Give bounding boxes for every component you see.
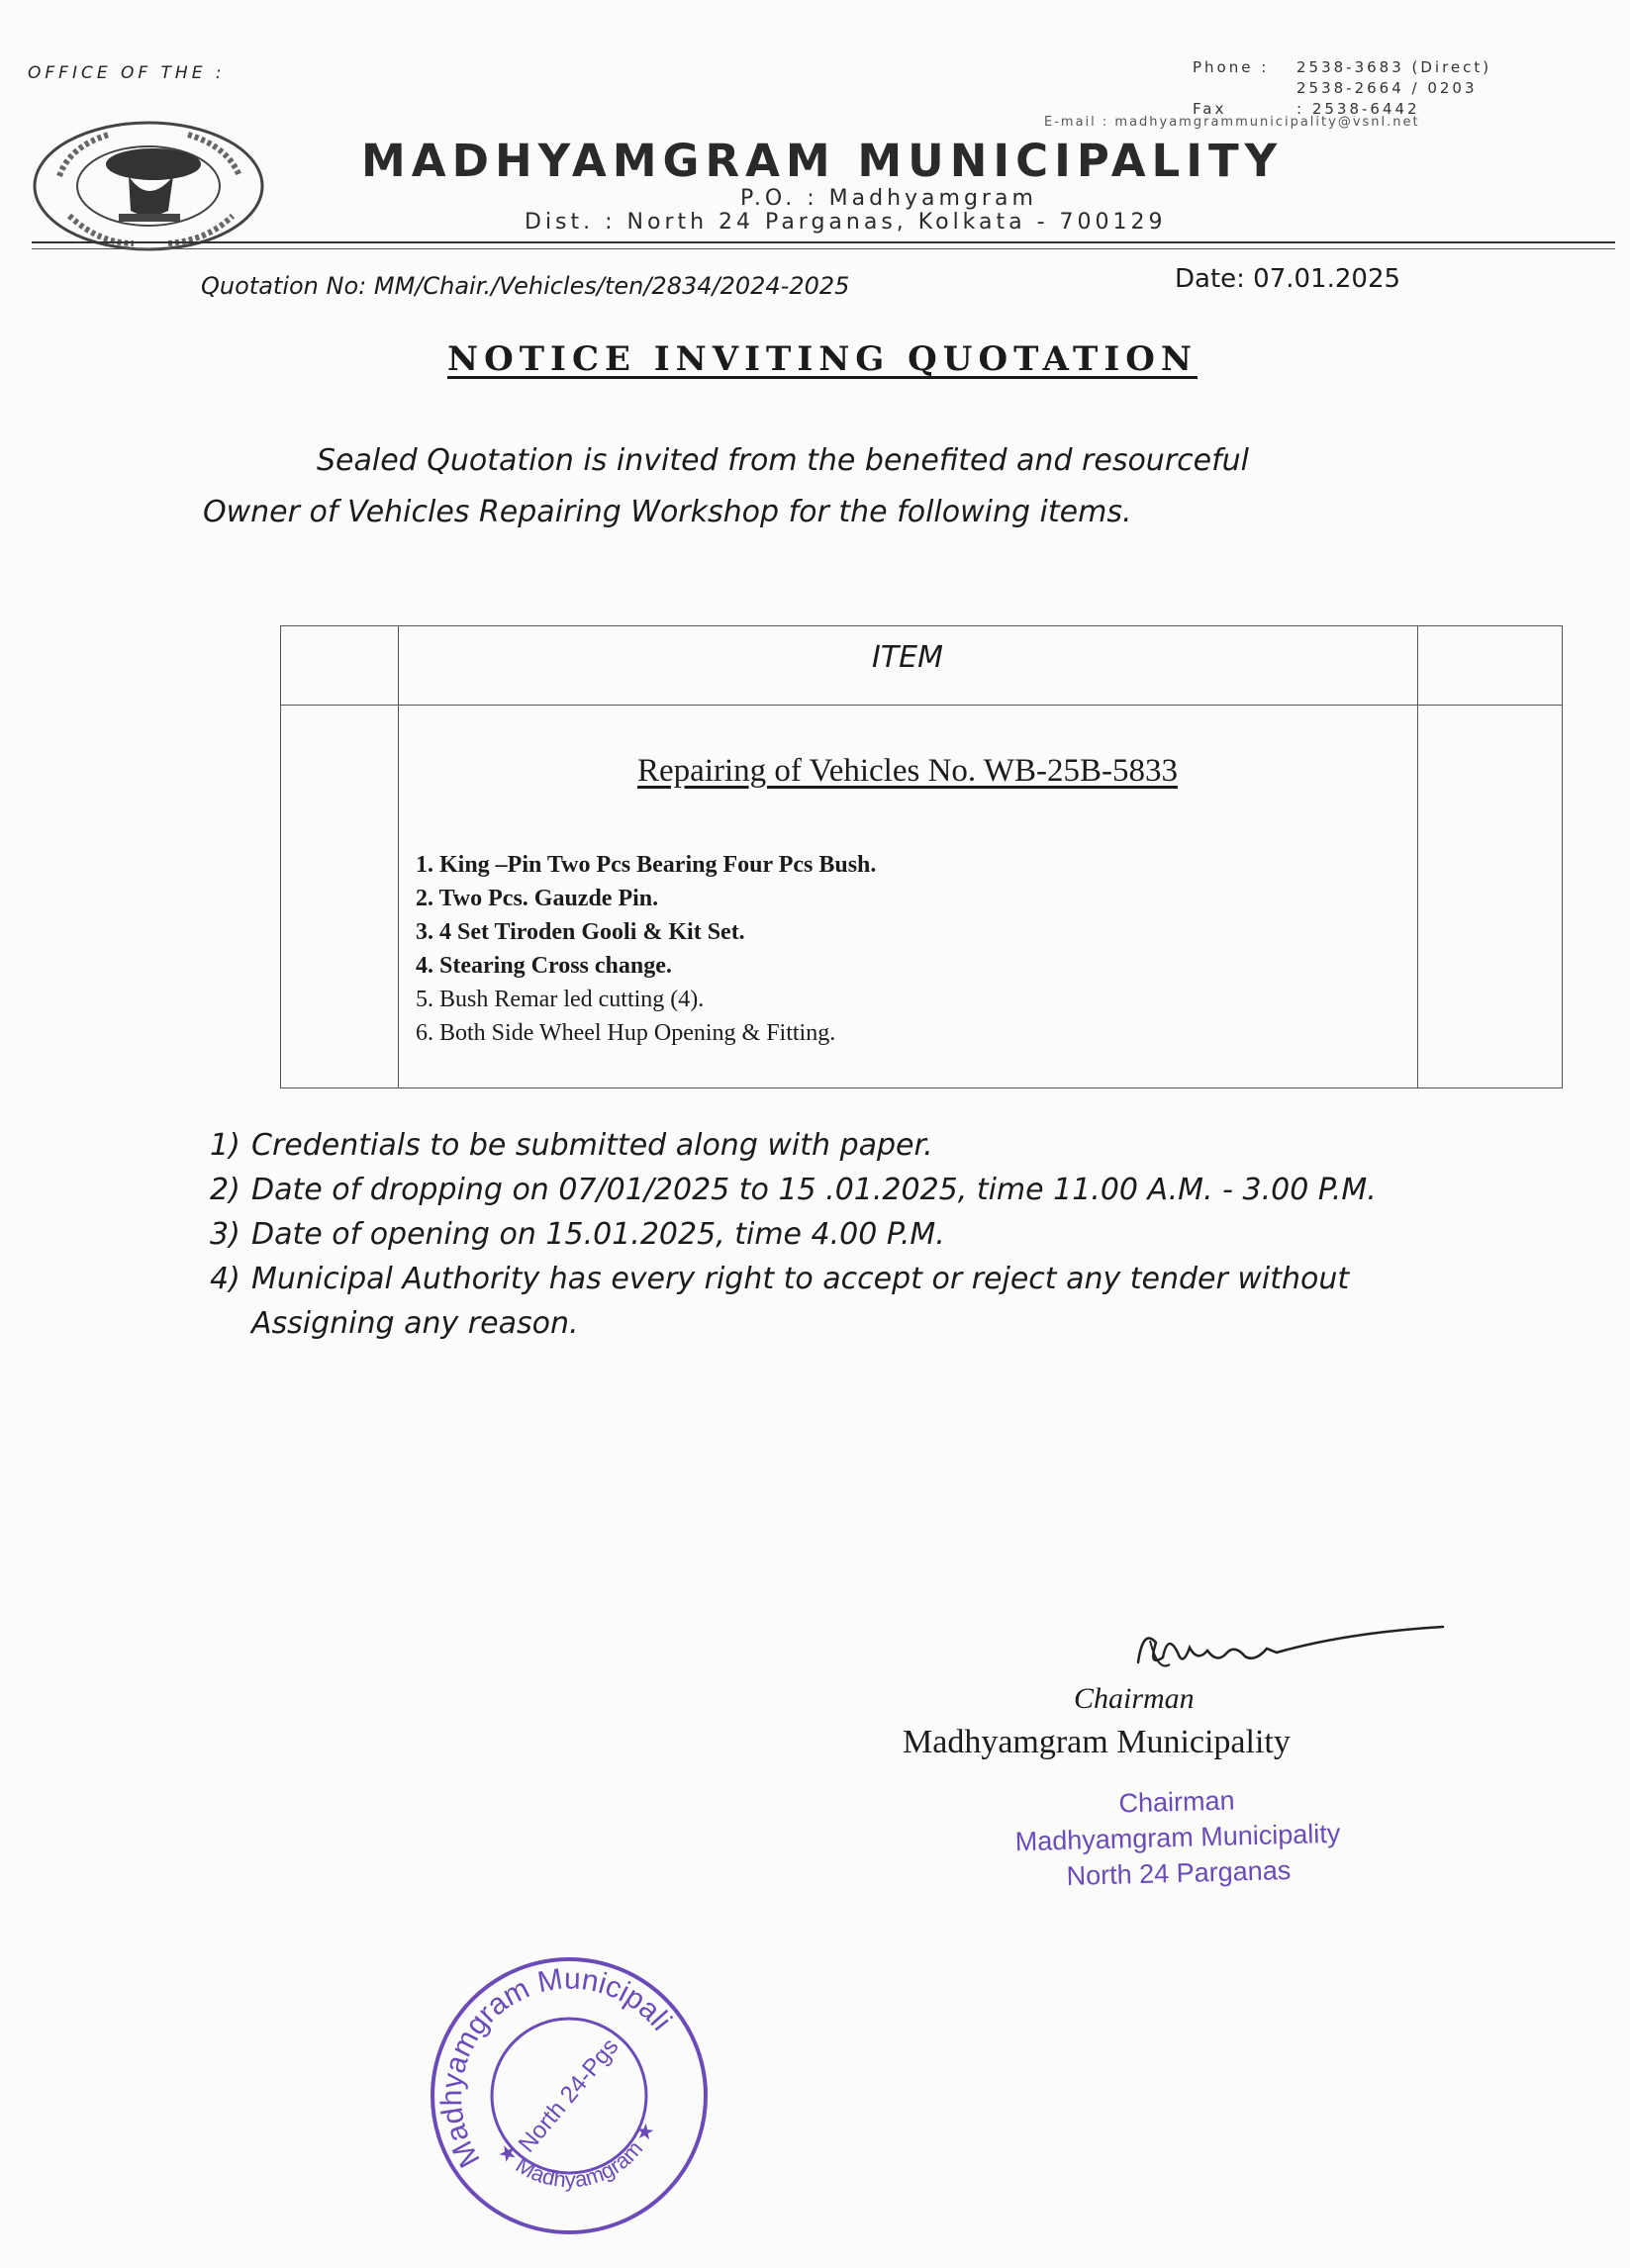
table-column-divider bbox=[1417, 626, 1418, 1087]
table-column-divider bbox=[398, 626, 399, 1087]
post-office-line: P.O. : Madhyamgram bbox=[740, 186, 1037, 211]
signatory-organization: Madhyamgram Municipality bbox=[903, 1724, 1291, 1760]
condition-item: 2) Date of dropping on 07/01/2025 to 15 .01.2025, time 11.00 A.M. - 3.00 P.M. bbox=[210, 1173, 1377, 1207]
repair-subtitle: Repairing of Vehicles No. WB-25B-5833 bbox=[637, 753, 1178, 789]
table-header-item: ITEM bbox=[871, 640, 943, 675]
intro-line-1: Sealed Quotation is invited from the benefited and resourceful bbox=[317, 443, 1250, 478]
municipality-title: MADHYAMGRAM MUNICIPALITY bbox=[361, 135, 1284, 187]
office-of-the-label: OFFICE OF THE : bbox=[28, 63, 226, 83]
contact-email: E-mail : madhyamgrammunicipality@vsnl.net bbox=[1044, 115, 1420, 130]
svg-text:★ Madhyamgram ★: ★ Madhyamgram ★ bbox=[492, 2118, 660, 2193]
items-table bbox=[280, 625, 1563, 1088]
list-item: 1. King –Pin Two Pcs Bearing Four Pcs Bush. bbox=[416, 852, 877, 878]
condition-item: 4) Municipal Authority has every right to accept or reject any tender without bbox=[210, 1262, 1350, 1296]
notice-title: NOTICE INVITING QUOTATION bbox=[447, 339, 1198, 379]
contact-block bbox=[1193, 57, 1491, 120]
quotation-date: Date: 07.01.2025 bbox=[1175, 264, 1401, 294]
header-rule bbox=[32, 241, 1615, 243]
district-line: Dist. : North 24 Parganas, Kolkata - 700129 bbox=[525, 210, 1167, 235]
list-item: 2. Two Pcs. Gauzde Pin. bbox=[416, 886, 659, 911]
quotation-number: Quotation No: MM/Chair./Vehicles/ten/2834/2024-2025 bbox=[201, 272, 850, 300]
list-item: 3. 4 Set Tiroden Gooli & Kit Set. bbox=[416, 919, 745, 945]
svg-text:Madhyamgram Municipality: Madhyamgram Municipality bbox=[435, 1962, 678, 2173]
handwritten-signature bbox=[1128, 1623, 1445, 1682]
contact-fax: Fax : 2538-6442 bbox=[1193, 100, 1420, 118]
list-item: 6. Both Side Wheel Hup Opening & Fitting. bbox=[416, 1020, 836, 1046]
condition-item-continuation: Assigning any reason. bbox=[251, 1306, 579, 1341]
conditions-list bbox=[210, 1123, 1377, 1346]
contact-phone-2: 2538-2664 / 0203 bbox=[1296, 79, 1478, 97]
municipality-emblem-logo bbox=[30, 117, 279, 253]
condition-item: 1) Credentials to be submitted along with paper. bbox=[210, 1128, 933, 1163]
header-rule-thin bbox=[32, 248, 1615, 249]
condition-item: 3) Date of opening on 15.01.2025, time 4.00 P.M. bbox=[210, 1217, 945, 1252]
table-header-divider bbox=[281, 705, 1562, 706]
chairman-rubber-stamp bbox=[989, 1779, 1368, 1896]
repair-items-list bbox=[416, 848, 876, 1050]
stamp-line: Chairman bbox=[1118, 1785, 1235, 1819]
contact-phone: Phone : 2538-3683 (Direct) bbox=[1193, 58, 1492, 76]
municipality-round-seal bbox=[421, 1949, 718, 2236]
stamp-line: Madhyamgram Municipality bbox=[1014, 1818, 1341, 1857]
svg-text:North 24-Pgs: North 24-Pgs bbox=[513, 2032, 624, 2158]
list-item: 5. Bush Remar led cutting (4). bbox=[416, 987, 705, 1012]
list-item: 4. Stearing Cross change. bbox=[416, 953, 672, 979]
signatory-designation: Chairman bbox=[1074, 1682, 1195, 1715]
stamp-line: North 24 Parganas bbox=[1066, 1855, 1292, 1891]
intro-line-2: Owner of Vehicles Repairing Workshop for the following items. bbox=[203, 495, 1132, 529]
